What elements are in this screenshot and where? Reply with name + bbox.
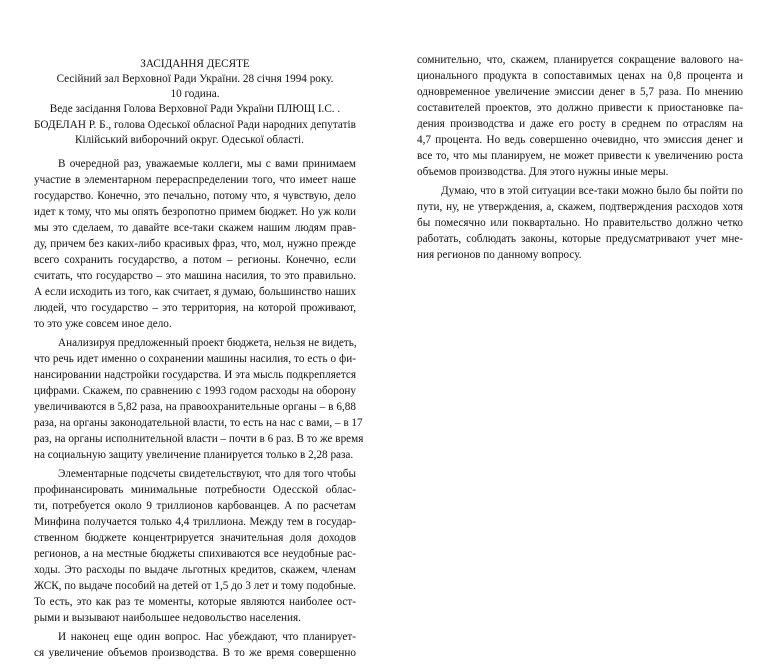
text-line: регионов, а на местные бюджеты спихиваются все неудобные рас- [34,548,356,560]
text-line: ственном бюджете концентрируется значительная доля доходов [34,532,356,544]
text-line: Минфина получается только 4,4 триллиона. Между тем в государ- [34,516,356,528]
paragraph [417,52,743,180]
text-line: одновременное увеличение эмиссии денег в 5,7 раза. По мнению [417,86,743,98]
text-line: составителей проектов, это должно привести к приостановке па- [417,102,743,114]
paragraph [34,156,356,332]
text-line: людей, что государство – это территория, на которой проживают, [34,302,356,314]
text-line: ния регионов по данному вопросу. [417,249,582,261]
text-line: бы помесячно или поквартально. Но правительство должно четко [417,217,743,229]
text-line: все то, что мы планируем, не может привести к увеличению роста [417,150,743,162]
paragraph [417,183,743,263]
right-body-text [417,52,743,266]
text-line: участие в элементарном перераспределении того, что имеет наше [34,174,356,186]
speaker-name-title: БОДЕЛАН Р. Б., голова Одеської обласної Ради народних депутатів [34,119,356,131]
left-page [0,0,384,659]
text-line: ти, потребуется около 9 триллионов карбованцев. А по расчетам [34,500,356,512]
paragraph [34,629,356,661]
text-line: работать, соблюдать законы, которые предусматривают учет мне- [417,233,743,245]
text-line: на социальную защиту увеличение планируется только в 2,28 раза. [34,449,354,461]
text-line: И наконец еще один вопрос. Нас убеждают, что планирует- [58,631,356,643]
paragraph [34,466,356,626]
text-line: сомнительно, что, скажем, планируется сокращение валового на- [417,54,743,66]
session-time: 10 година. [170,88,220,100]
text-line: рыми и вызывают наибольшее недовольство населения. [34,612,301,624]
text-line: что речь идет именно о сохранении машины насилия, то есть о фи- [34,353,356,365]
text-line: нансировании надстройки государства. И эта мысль подкрепляется [34,369,356,381]
speaker-district: Кілійський виборочний округ. Одеської області. [75,134,304,146]
paragraph [34,335,364,463]
text-line: увеличиваются в 5,82 раза, на правоохранительные органы – в 6,88 [34,401,356,413]
text-line: раз, на органы исполнительной власти – почти в 6 раз. В то же время [34,433,364,445]
session-title: ЗАСІДАННЯ ДЕСЯТЕ [140,58,250,70]
text-line: ходы. Это расходы по выдаче льготных кредитов, скажем, членам [34,564,356,576]
session-chair: Веде засідання Голова Верховної Ради України ПЛЮЩ І.С. . [49,103,341,115]
text-line: А если исходить из того, как считает, я думаю, большинство наших [34,286,356,298]
text-line: ционального продукта в сопоставимых ценах на 0,8 процента и [417,70,743,82]
text-line: пути, ну, не утверждения, а, скажем, подтверждения расходов хотя [417,201,743,213]
text-line: объемов производства. Для этого нужны иные меры. [417,166,669,178]
text-line: идет к тому, что мы опять безропотно примем бюджет. Но уж коли [34,206,356,218]
right-page [384,0,768,575]
text-line: ЖСК, по выдаче пособий на детей от 1,5 до 3 лет и тому подобные. [34,580,356,592]
text-line: цифрами. Скажем, по сравнению с 1993 годом расходы на оборону [34,385,356,397]
text-line: ся увеличение объемов производства. В то же время совершенно [34,647,356,659]
session-venue-date: Сесійний зал Верховної Ради України. 28 січня 1994 року. [56,73,334,85]
text-line: считать, что государство – это машина насилия, то это правильно. [34,270,356,282]
text-line: всего сохранить государство, а потом – регионы. Конечно, если [34,254,356,266]
text-line: профинансировать минимальные потребности Одесской облас- [34,484,356,496]
text-line: Элементарные подсчеты свидетельствуют, что для того чтобы [58,468,356,480]
text-line: Анализируя предложенный проект бюджета, нельзя не видеть, [58,337,357,349]
text-line: мы это сделаем, то давайте все-таки скажем нашим людям прав- [34,222,356,234]
text-line: Думаю, что в этой ситуации все-таки можно было бы пойти по [441,185,743,197]
text-line: То есть, это как раз те моменты, которые являются наиболее ост- [34,596,356,608]
text-line: ду, причем без каких-либо красивых фраз, что, мол, нужно прежде [34,238,356,250]
text-line: то это уже совсем иное дело. [34,318,172,330]
session-header [40,57,350,117]
left-body-text [34,156,364,664]
text-line: раза, на органы законодательной власти, то есть на нас с вами, – в 17 [34,417,363,429]
text-line: 4,7 процента. Но ведь совершенно очевидно, что эмиссия денег и [417,134,743,146]
speaker-attribution [34,118,356,148]
text-line: государство. Конечно, это печально, потому что, я чувствую, дело [34,190,356,202]
text-line: дения производства и даже его росту в среднем по отраслям на [417,118,743,130]
text-line: В очередной раз, уважаемые коллеги, мы с вами принимаем [58,158,356,170]
